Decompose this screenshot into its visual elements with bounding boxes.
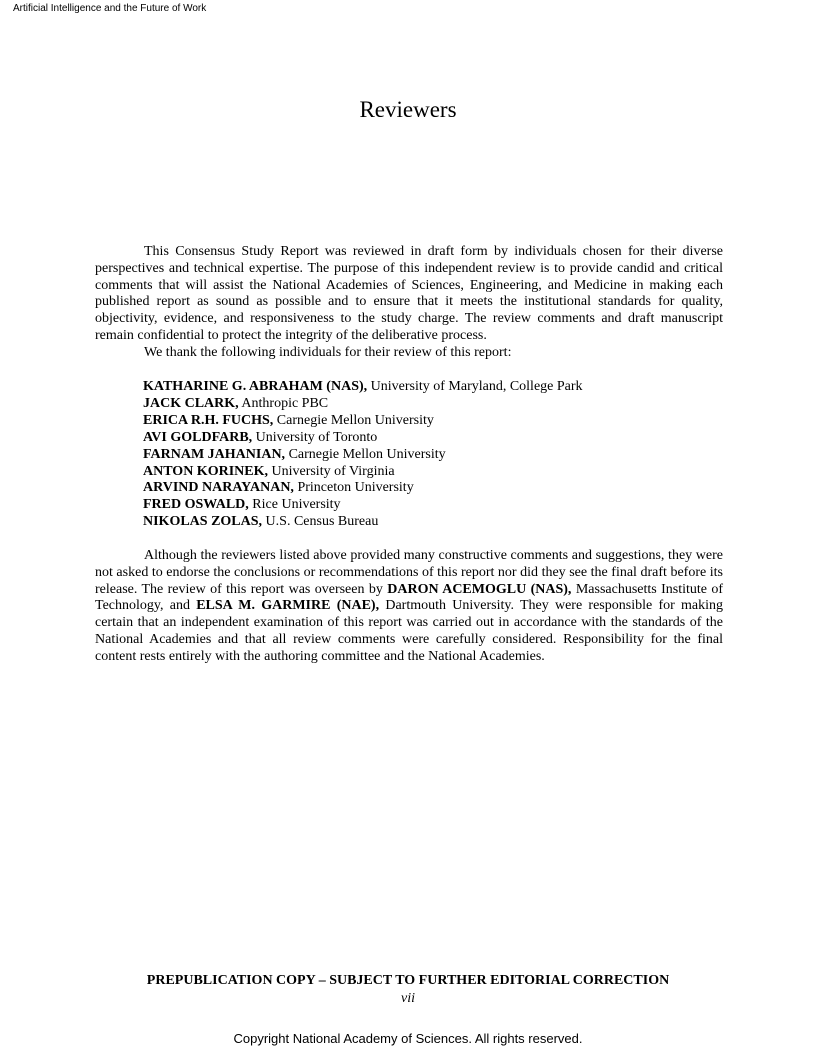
reviewer-affiliation: University of Virginia (271, 463, 395, 479)
reviewer-affiliation: Carnegie Mellon University (288, 446, 446, 462)
closing-paragraph (95, 548, 723, 666)
closing-section (95, 548, 723, 666)
copyright-notice: Copyright National Academy of Sciences. All rights reserved. (233, 1031, 583, 1046)
intro-section (95, 244, 723, 362)
reviewer-name: JACK CLARK, (143, 395, 239, 411)
reviewer-affiliation: University of Maryland, College Park (370, 379, 583, 394)
reviewer-name: FARNAM JAHANIAN, (143, 446, 286, 462)
reviewer-name: KATHARINE G. ABRAHAM (NAS), (143, 379, 368, 394)
closing-text-part2: Massachusetts Institute of Technology, and (95, 581, 724, 614)
reviewer-item (143, 514, 583, 531)
reviewer-affiliation: Princeton University (297, 480, 414, 496)
reviewer-name: FRED OSWALD, (143, 497, 249, 513)
closing-text-part1: Although the reviewers listed above provided many constructive comments and suggestions, they were not asked to endorse the conclusions or recommendations of this report nor did they see the final draft before its release. The review of this report was overseen by (95, 548, 723, 597)
reviewer-affiliation: Anthropic PBC (241, 395, 329, 411)
reviewer-item (143, 497, 583, 514)
reviewer-list (143, 379, 583, 531)
reviewer-item (143, 447, 583, 464)
reviewer-name: ERICA R.H. FUCHS, (143, 412, 274, 428)
reviewer-item (143, 413, 583, 430)
running-head: Artificial Intelligence and the Future of Work (13, 3, 207, 14)
reviewer-name: ARVIND NARAYANAN, (143, 480, 294, 496)
reviewer-item (143, 396, 583, 413)
reviewer-affiliation: University of Toronto (255, 429, 378, 445)
reviewer-item (143, 430, 583, 447)
reviewer-name: ANTON KORINEK, (143, 463, 268, 479)
thanks-line: We thank the following individuals for their review of this report: (144, 344, 512, 360)
intro-paragraph: This Consensus Study Report was reviewed in draft form by individuals chosen for their diverse perspectives and technical expertise. The purpose of this independent review is to provide candid and critical comments that will assist the National Academies of Sciences, Engineering, and Medicine in making each published report as sound as possible and to ensure that it meets the institutional standards for quality, objectivity, evidence, and responsiveness to the study charge. The review comments and draft manuscript remain confidential to protect the integrity of the deliberative process. (95, 244, 723, 343)
closing-text-part3: Dartmouth University. They were responsible for making certain that an independent examination of this report was carried out in accordance with the standards of the National Academies and that all review comments were carefully considered. Responsibility for the final content rests entirely with the authoring committee and the National Academies. (95, 598, 724, 664)
overseer-name: ELSA M. GARMIRE (NAE), (196, 598, 380, 614)
reviewer-item (143, 464, 583, 481)
page-title: Reviewers (359, 97, 457, 122)
reviewer-name: NIKOLAS ZOLAS, (143, 514, 263, 530)
reviewer-affiliation: U.S. Census Bureau (265, 514, 379, 530)
prepublication-notice: PREPUBLICATION COPY – SUBJECT TO FURTHER EDITORIAL CORRECTION (146, 973, 670, 988)
reviewer-item (143, 480, 583, 497)
overseer-name: DARON ACEMOGLU (NAS), (387, 581, 572, 597)
reviewer-affiliation: Carnegie Mellon University (276, 412, 434, 428)
reviewer-name: AVI GOLDFARB, (143, 429, 253, 445)
reviewer-item (143, 379, 583, 396)
page-number: vii (401, 991, 415, 1006)
reviewer-affiliation: Rice University (252, 497, 341, 513)
